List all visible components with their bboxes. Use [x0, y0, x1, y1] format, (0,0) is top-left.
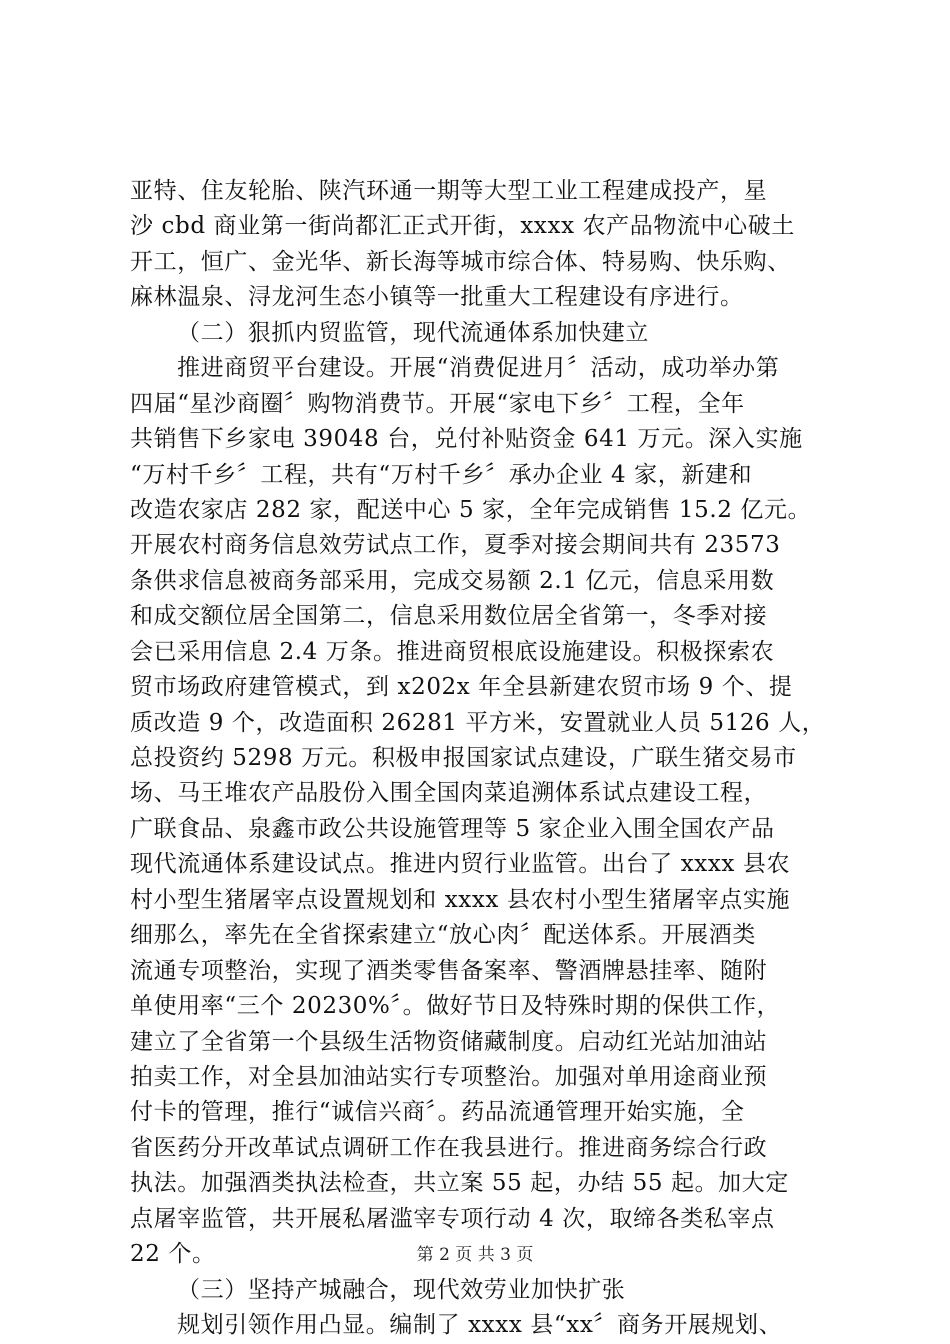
text-line: 流通专项整治，实现了酒类零售备案率、警酒牌悬挂率、随附: [130, 957, 768, 984]
section-heading: （二）狠抓内贸监管，现代流通体系加快建立: [177, 319, 649, 346]
text-line: 付卡的管理，推行“诚信兴商〞。药品流通管理开始实施，全: [130, 1099, 745, 1126]
text-line: 省医药分开改革试点调研工作在我县进行。推进商务综合行政: [130, 1134, 768, 1161]
text-line: 贸市场政府建管模式，到 x202x 年全县新建农贸市场 9 个、提: [130, 674, 793, 701]
document-body: [130, 174, 828, 1343]
text-line: 麻林温泉、浔龙河生态小镇等一批重大工程建设有序进行。: [130, 284, 744, 311]
text-line: 点屠宰监管，共开展私屠滥宰专项行动 4 次，取缔各类私宰点: [130, 1205, 775, 1232]
text-line: 现代流通体系建设试点。推进内贸行业监管。出台了 xxxx 县农: [130, 851, 791, 878]
text-line: 22 个。: [130, 1241, 216, 1268]
text-line: 会已采用信息 2.4 万条。推进商贸根底设施建设。积极探索农: [130, 638, 775, 665]
text-line: 推进商贸平台建设。开展“消费促进月〞活动，成功举办第: [177, 355, 780, 382]
text-line: 广联食品、泉鑫市政公共设施管理等 5 家企业入围全国农产品: [130, 815, 775, 842]
text-line: 共销售下乡家电 39048 台，兑付补贴资金 641 万元。深入实施: [130, 426, 803, 453]
text-line: 村小型生猪屠宰点设置规划和 xxxx 县农村小型生猪屠宰点实施: [130, 886, 791, 913]
text-line: 质改造 9 个，改造面积 26281 平方米，安置就业人员 5126 人，: [130, 709, 826, 736]
page-footer: 第 2 页 共 3 页: [416, 1245, 534, 1265]
text-line: 和成交额位居全国第二，信息采用数位居全省第一，冬季对接: [130, 603, 768, 630]
text-line: 规划引领作用凸显。编制了 xxxx 县“xx〞商务开展规划、: [177, 1312, 783, 1338]
text-line: 沙 cbd 商业第一街尚都汇正式开街，xxxx 农产品物流中心破土: [130, 213, 795, 240]
text-line: 四届“星沙商圈〞购物消费节。开展“家电下乡〞工程，全年: [130, 390, 745, 417]
text-line: 执法。加强酒类执法检查，共立案 55 起，办结 55 起。加大定: [130, 1170, 789, 1197]
text-line: 开工，恒广、金光华、新长海等城市综合体、特易购、快乐购、: [130, 248, 791, 275]
text-line: 场、马王堆农产品股份入围全国肉菜追溯体系试点建设工程，: [130, 780, 768, 807]
text-line: 拍卖工作，对全县加油站实行专项整治。加强对单用途商业预: [130, 1063, 768, 1090]
section-heading: （三）坚持产城融合，现代效劳业加快扩张: [177, 1276, 626, 1303]
text-line: 改造农家店 282 家，配送中心 5 家，全年完成销售 15.2 亿元。: [130, 496, 812, 523]
text-line: 条供求信息被商务部采用，完成交易额 2.1 亿元，信息采用数: [130, 567, 775, 594]
text-line: 亚特、住友轮胎、陕汽环通一期等大型工业工程建成投产，星: [130, 178, 768, 204]
text-line: 总投资约 5298 万元。积极申报国家试点建设，广联生猪交易市: [130, 745, 797, 771]
text-line: 建立了全省第一个县级生活物资储藏制度。启动红光站加油站: [130, 1028, 768, 1055]
text-line: 单使用率“三个 20230%〞。做好节日及特殊时期的保供工作，: [130, 993, 781, 1020]
text-line: “万村千乡〞工程，共有“万村千乡〞承办企业 4 家，新建和: [130, 461, 753, 488]
text-line: 开展农村商务信息效劳试点工作，夏季对接会期间共有 23573: [130, 532, 781, 559]
text-line: 细那么，率先在全省探索建立“放心肉〞配送体系。开展酒类: [130, 922, 756, 949]
